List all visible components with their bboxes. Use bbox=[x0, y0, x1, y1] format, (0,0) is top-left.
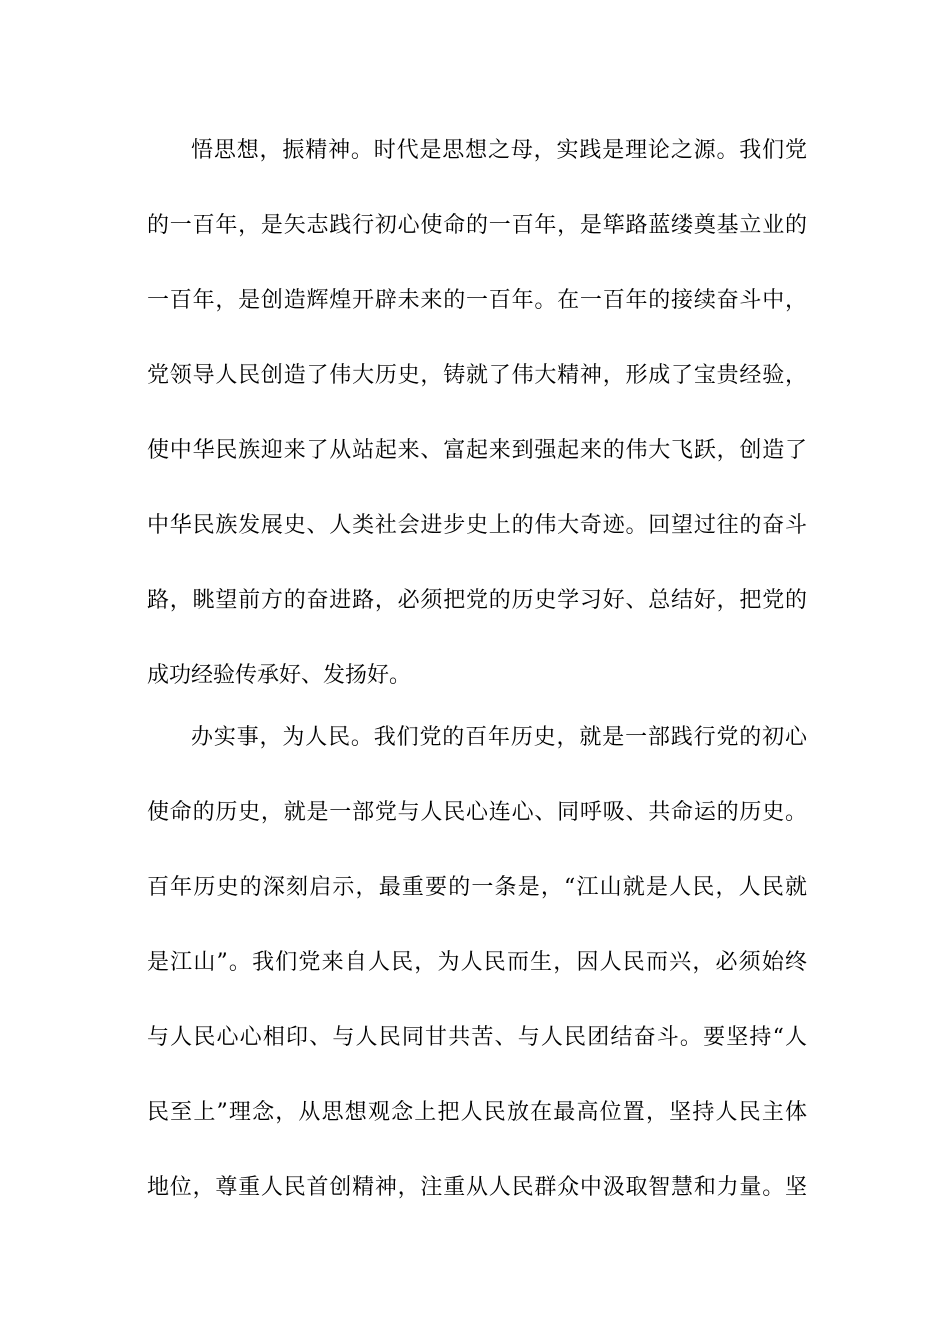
paragraph-2-line-6: 民至上”理念，从思想观念上把人民放在最高位置，坚持人民主体 bbox=[147, 1100, 807, 1125]
paragraph-2-line-5: 与人民心心相印、与人民同甘共苦、与人民团结奋斗。要坚持“人 bbox=[147, 1025, 807, 1050]
paragraph-1-line-7: 路，眺望前方的奋进路，必须把党的历史学习好、总结好，把党的 bbox=[147, 588, 807, 613]
paragraph-1-line-8: 成功经验传承好、发扬好。 bbox=[147, 663, 412, 688]
paragraph-1-line-2: 的一百年，是矢志践行初心使命的一百年，是筚路蓝缕奠基立业的 bbox=[147, 213, 807, 238]
paragraph-2-line-1: 办实事，为人民。我们党的百年历史，就是一部践行党的初心 bbox=[191, 725, 807, 750]
paragraph-2-line-7: 地位，尊重人民首创精神，注重从人民群众中汲取智慧和力量。坚 bbox=[147, 1175, 807, 1200]
paragraph-1-line-5: 使中华民族迎来了从站起来、富起来到强起来的伟大飞跃，创造了 bbox=[147, 438, 807, 463]
paragraph-1-line-3: 一百年，是创造辉煌开辟未来的一百年。在一百年的接续奋斗中， bbox=[147, 288, 807, 313]
paragraph-2-line-2: 使命的历史，就是一部党与人民心连心、同呼吸、共命运的历史。 bbox=[147, 800, 807, 825]
paragraph-1-line-1: 悟思想，振精神。时代是思想之母，实践是理论之源。我们党 bbox=[191, 138, 807, 163]
paragraph-2-line-3: 百年历史的深刻启示，最重要的一条是，“江山就是人民，人民就 bbox=[147, 875, 807, 900]
paragraph-1-line-6: 中华民族发展史、人类社会进步史上的伟大奇迹。回望过往的奋斗 bbox=[147, 513, 807, 538]
paragraph-2-line-4: 是江山”。我们党来自人民，为人民而生，因人民而兴，必须始终 bbox=[147, 950, 807, 975]
paragraph-1-line-4: 党领导人民创造了伟大历史，铸就了伟大精神，形成了宝贵经验， bbox=[147, 363, 807, 388]
